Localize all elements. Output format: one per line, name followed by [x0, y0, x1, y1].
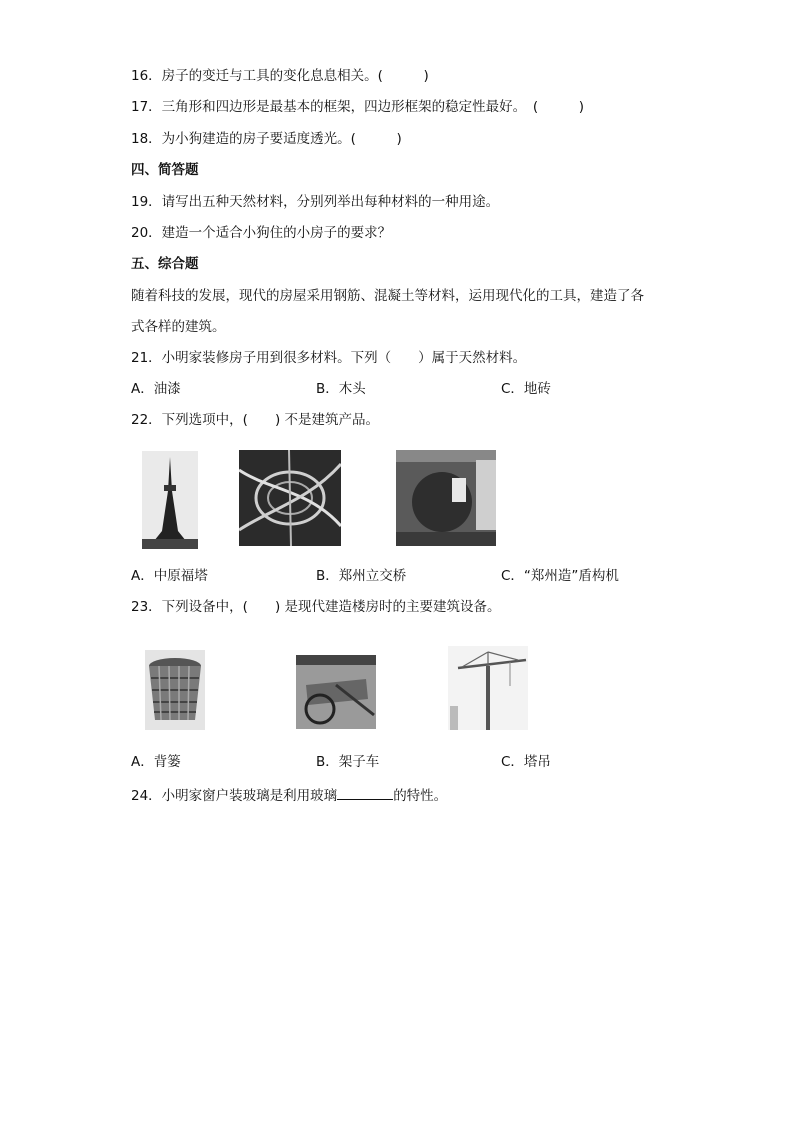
q23-option-a: A．背篓: [131, 754, 181, 770]
section-heading-5: 五、综合题: [131, 256, 199, 272]
question-18: 18．为小狗建造的房子要适度透光。( ): [131, 131, 402, 147]
q22-option-b: B．郑州立交桥: [316, 568, 407, 584]
q22-option-c: C．“郑州造”盾构机: [501, 568, 619, 584]
q21-option-b: B．木头: [316, 381, 366, 397]
question-23: 23．下列设备中，( ) 是现代建造楼房时的主要建筑设备。: [131, 599, 501, 615]
q21-option-c: C．地砖: [501, 381, 551, 397]
tower-image: [142, 451, 198, 549]
question-20: 20．建造一个适合小狗住的小房子的要求？: [131, 225, 392, 241]
section-heading-4: 四、简答题: [131, 162, 199, 178]
q23-option-b: B．架子车: [316, 754, 380, 770]
answer-blank[interactable]: [337, 785, 393, 800]
interchange-image: [239, 450, 341, 546]
question-17: 17．三角形和四边形是最基本的框架，四边形框架的稳定性最好。 ( ): [131, 99, 584, 115]
question-21: 21．小明家装修房子用到很多材料。下列（ ）属于天然材料。: [131, 350, 527, 366]
intro-line-1: 随着科技的发展，现代的房屋采用钢筋、混凝土等材料，运用现代化的工具，建造了各: [131, 288, 644, 304]
intro-line-2: 式各样的建筑。: [131, 319, 226, 335]
question-24-suffix: 的特性。: [393, 788, 448, 804]
shield-machine-image: [396, 450, 496, 546]
basket-image: [145, 650, 205, 730]
question-19: 19．请写出五种天然材料，分别列举出每种材料的一种用途。: [131, 194, 500, 210]
q23-option-c: C．塔吊: [501, 754, 551, 770]
q22-option-a: A．中原福塔: [131, 568, 208, 584]
tower-crane-image: [448, 646, 528, 730]
cart-image: [296, 655, 376, 729]
q21-option-a: A．油漆: [131, 381, 181, 397]
question-22: 22．下列选项中，( ) 不是建筑产品。: [131, 412, 380, 428]
question-24-prefix: 24．小明家窗户装玻璃是利用玻璃: [131, 788, 338, 804]
question-24: [131, 785, 447, 806]
question-16: 16．房子的变迁与工具的变化息息相关。( ): [131, 68, 429, 84]
